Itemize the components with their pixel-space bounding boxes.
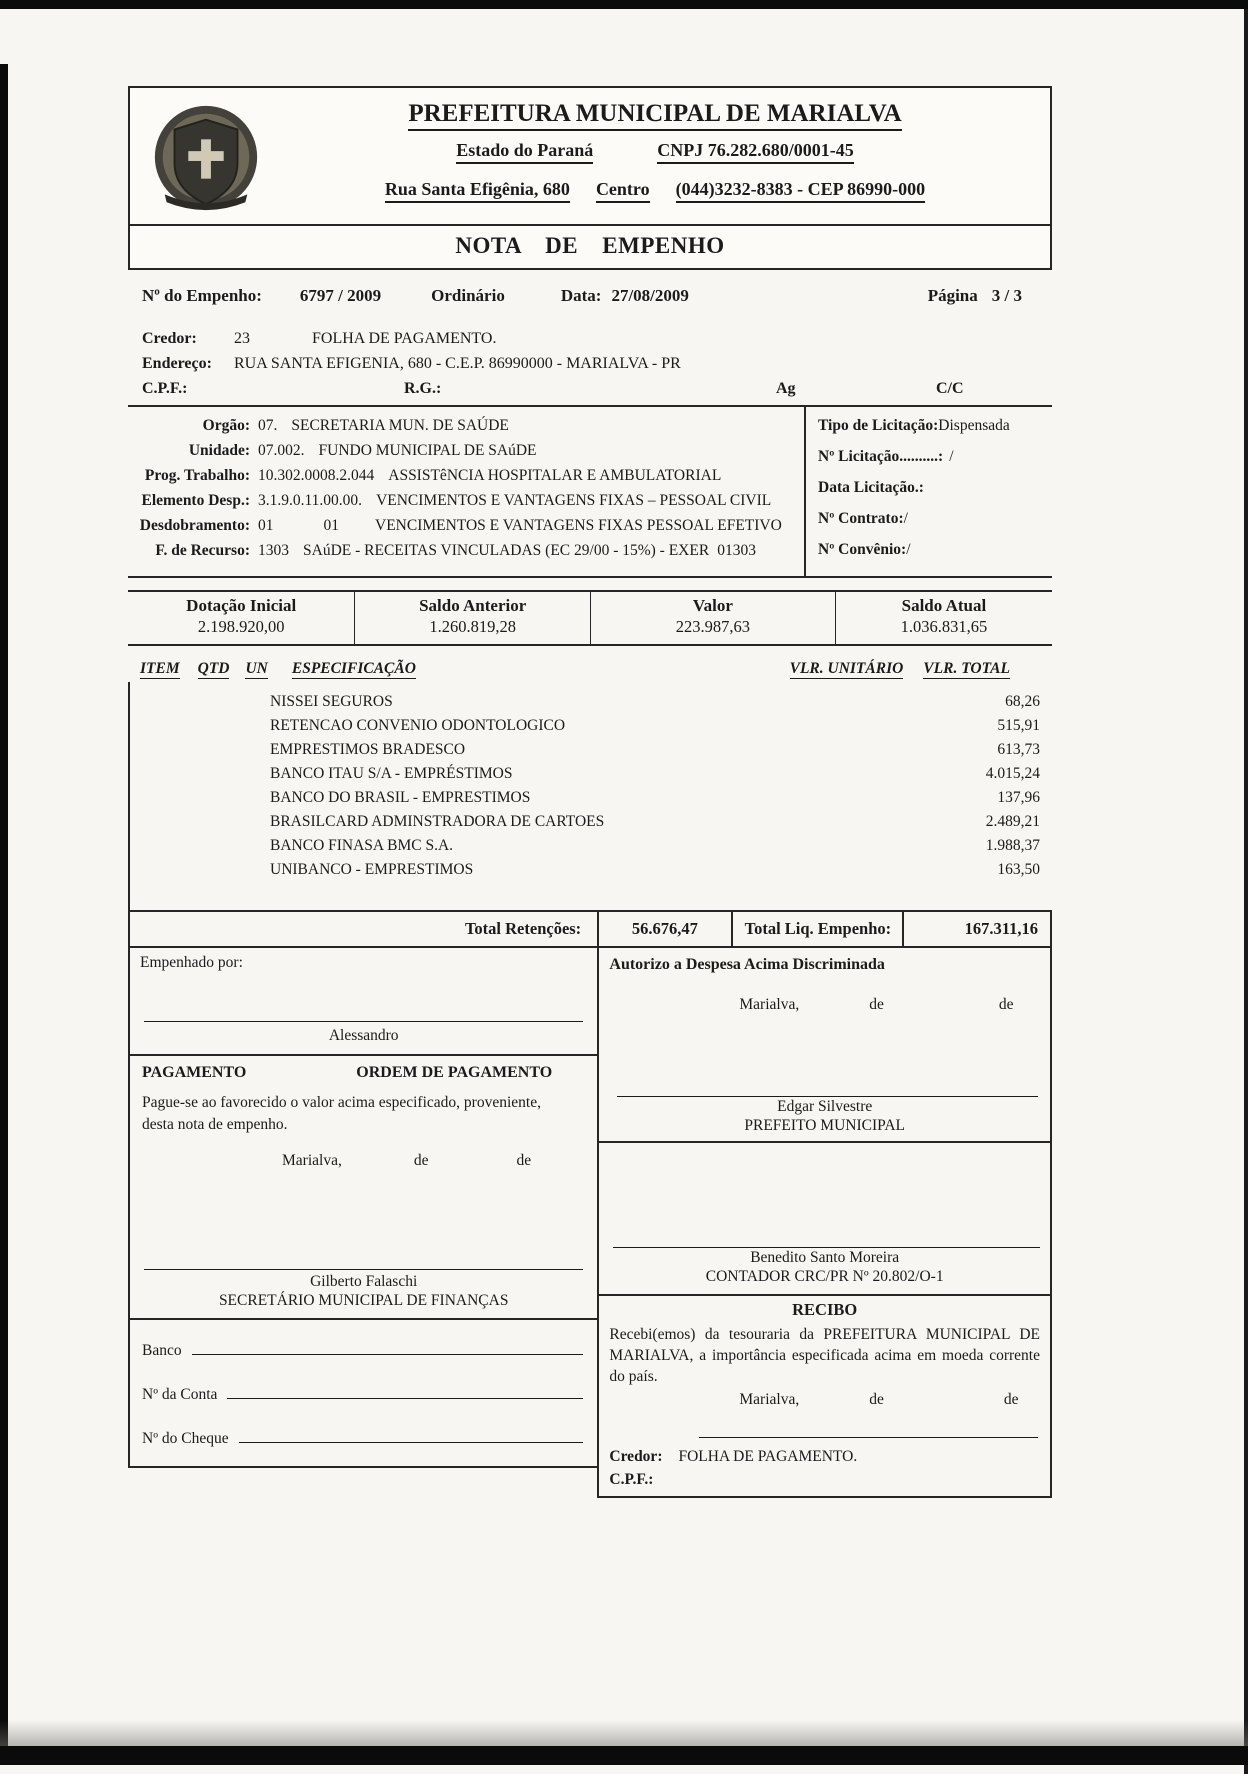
pagamento-city: Marialva,: [282, 1152, 342, 1169]
header-line-3: [274, 179, 1036, 203]
prefeito-signature-block: [599, 1097, 1050, 1135]
scan-edge-top: [0, 0, 1248, 9]
saldo-label: Dotação Inicial: [186, 596, 297, 615]
desdobramento-row: [128, 513, 804, 538]
empenhado-por-box: [130, 948, 597, 1056]
item-vlr-total: 163,50: [997, 861, 1040, 878]
item-especificacao: EMPRESTIMOS BRADESCO: [270, 741, 466, 758]
items-header-row: [128, 660, 1052, 679]
tipo-licitacao-row: [818, 417, 1052, 435]
recibo-box: [599, 1296, 1050, 1498]
org-title-row: [274, 100, 1036, 131]
endereco-label: Endereço:: [142, 355, 212, 372]
pagamento-header: [142, 1064, 585, 1082]
empenhado-por-label: Empenhado por:: [140, 954, 243, 971]
cheque-label: Nº do Cheque: [142, 1430, 229, 1447]
data-licitacao-label: Data Licitação.:: [818, 479, 924, 496]
fonte-recurso-row: [128, 538, 804, 563]
conta-fill-line: [227, 1384, 583, 1399]
scan-shadow-bottom: [0, 1720, 1248, 1746]
col-header-especificacao: ESPECIFICAÇÃO: [291, 660, 416, 677]
contador-signature-block: [599, 1248, 1050, 1286]
recibo-credor-label: Credor:: [609, 1448, 663, 1465]
empenho-info-row: [128, 286, 1052, 306]
banco-label: Banco: [142, 1342, 182, 1359]
empenho-date: 27/08/2009: [611, 286, 689, 305]
address-district: Centro: [596, 179, 650, 203]
item-especificacao: NISSEI SEGUROS: [270, 693, 393, 710]
saldo-value: 2.198.920,00: [197, 617, 285, 636]
classificacao-section: [128, 405, 1052, 578]
autorizo-title: Autorizo a Despesa Acima Discriminada: [609, 956, 885, 973]
numero-licitacao-label: Nº Licitação..........:: [818, 448, 944, 465]
prog-trabalho-row: [128, 463, 804, 488]
item-row: [130, 738, 1052, 762]
recibo-de-1: de: [869, 1391, 884, 1408]
header-top: [130, 88, 1050, 224]
unidade-row: [128, 438, 804, 463]
item-vlr-total: 68,26: [1005, 693, 1040, 710]
items-list: [128, 682, 1052, 910]
recibo-credor-name: FOLHA DE PAGAMENTO.: [678, 1448, 858, 1465]
fonte-recurso-code: 1303: [258, 542, 289, 559]
empenhado-signature-line: [144, 1021, 583, 1022]
numero-convenio-row: [818, 541, 1052, 559]
pague-se-text: Pague-se ao favorecido o valor acima especificado, proveniente, desta nota de empenho.: [142, 1094, 541, 1133]
signatures-area: [128, 948, 1052, 1498]
rg-label: R.G.:: [404, 380, 442, 397]
licitacao-column: [804, 407, 1052, 576]
recibo-signature-line: [699, 1437, 1038, 1438]
org-title: PREFEITURA MUNICIPAL DE MARIALVA: [408, 100, 901, 131]
scan-edge-left: [0, 64, 8, 1765]
item-row: [130, 858, 1052, 882]
numero-convenio-value: /: [906, 541, 911, 558]
credor-section: [128, 326, 1052, 401]
recibo-cpf-label: C.P.F.:: [609, 1471, 654, 1488]
orgao-desc: SECRETARIA MUN. DE SAÚDE: [291, 417, 509, 434]
saldo-cell: [590, 592, 835, 644]
desdobramento-desc: VENCIMENTOS E VANTAGENS FIXAS PESSOAL EFETIVO: [375, 517, 782, 534]
banco-row: [142, 1340, 583, 1360]
pagamento-de-2: de: [516, 1152, 532, 1169]
nota-de-empenho-document: [128, 86, 1052, 1498]
prefeito-cargo: PREFEITO MUNICIPAL: [744, 1117, 905, 1134]
fonte-recurso-label: F. de Recurso:: [155, 542, 250, 559]
orgao-code: 07.: [258, 417, 278, 434]
prefeito-name: Edgar Silvestre: [777, 1098, 873, 1115]
contador-cargo: CONTADOR CRC/PR Nº 20.802/O-1: [705, 1268, 944, 1285]
item-vlr-total: 4.015,24: [985, 765, 1040, 782]
coat-of-arms-icon: [147, 100, 265, 218]
cheque-row: [142, 1428, 583, 1448]
contador-box: [599, 1143, 1050, 1296]
recibo-text: Recebi(emos) da tesouraria da PREFEITURA MUNICIPAL DE MARIALVA, a importância especificada acima em moeda corrente do país.: [609, 1326, 1040, 1385]
item-row: [130, 714, 1052, 738]
item-especificacao: BANCO FINASA BMC S.A.: [270, 837, 454, 854]
secretario-name: Gilberto Falaschi: [310, 1273, 418, 1290]
secretario-signature-line: [144, 1269, 583, 1270]
endereco-row: [142, 351, 1052, 376]
item-especificacao: UNIBANCO - EMPRESTIMOS: [270, 861, 474, 878]
numero-contrato-row: [818, 510, 1052, 528]
credor-label: Credor:: [142, 330, 197, 347]
saldo-label: Saldo Atual: [901, 596, 987, 615]
item-vlr-total: 137,96: [997, 789, 1040, 806]
saldo-cell: [835, 592, 1052, 644]
numero-contrato-value: /: [903, 510, 908, 527]
totals-row: [128, 910, 1052, 948]
signatures-left-column: [128, 948, 597, 1468]
numero-contrato-label: Nº Contrato:: [818, 510, 904, 527]
autorizo-de-2: de: [998, 996, 1014, 1013]
elemento-desp-code: 3.1.9.0.11.00.00.: [258, 492, 363, 509]
saldo-cell: [354, 592, 590, 644]
recibo-date-row: [609, 1391, 1040, 1409]
item-vlr-total: 613,73: [997, 741, 1040, 758]
pagamento-title: PAGAMENTO: [142, 1064, 247, 1081]
empenho-number: 6797 / 2009: [299, 286, 382, 305]
secretario-signature-block: [130, 1272, 597, 1310]
cc-label: C/C: [936, 380, 964, 397]
col-header-vlr-unitario: VLR. UNITÁRIO: [789, 660, 904, 677]
total-retencoes-value: 56.676,47: [599, 912, 732, 946]
item-vlr-total: 1.988,37: [985, 837, 1040, 854]
page-label: Página: [927, 286, 978, 305]
page-number: 3 / 3: [991, 286, 1022, 305]
tipo-licitacao-label: Tipo de Licitação:: [818, 417, 939, 434]
empenho-type: Ordinário: [431, 286, 505, 305]
cheque-fill-line: [239, 1428, 584, 1443]
orgao-label: Orgão:: [202, 417, 250, 434]
item-especificacao: RETENCAO CONVENIO ODONTOLOGICO: [270, 717, 566, 734]
autorizo-date-row: [609, 996, 1040, 1014]
ordem-pagamento-box: [130, 1056, 597, 1320]
signatures-right-column: [597, 948, 1052, 1498]
item-row: [130, 810, 1052, 834]
conta-label: Nº da Conta: [142, 1386, 218, 1403]
pagamento-date-row: [142, 1152, 585, 1170]
scan-edge-right: [1244, 9, 1248, 1774]
saldo-value: 1.036.831,65: [900, 617, 988, 636]
desdobramento-label: Desdobramento:: [139, 517, 250, 534]
col-header-vlr-total: VLR. TOTAL: [923, 660, 1010, 677]
data-licitacao-row: [818, 479, 1052, 497]
tipo-licitacao-value: Dispensada: [938, 417, 1010, 434]
fonte-recurso-code-2: 01303: [717, 542, 756, 559]
item-row: [130, 762, 1052, 786]
cnpj-value: CNPJ 76.282.680/0001-45: [657, 140, 854, 164]
recibo-credor-row: [609, 1448, 857, 1466]
elemento-desp-desc: VENCIMENTOS E VANTAGENS FIXAS – PESSOAL CIVIL: [376, 492, 772, 509]
ordem-pagamento-title: ORDEM DE PAGAMENTO: [356, 1064, 553, 1081]
item-row: [130, 690, 1052, 714]
banco-fill-line: [192, 1340, 584, 1355]
recibo-title: RECIBO: [792, 1300, 858, 1319]
autorizo-de-1: de: [869, 996, 884, 1013]
fonte-recurso-desc: SAúDE - RECEITAS VINCULADAS (EC 29/00 - 15%) - EXER: [303, 542, 710, 559]
saldo-label: Valor: [692, 596, 733, 615]
address-phone-cep: (044)3232-8383 - CEP 86990-000: [676, 179, 925, 203]
address-street: Rua Santa Efigênia, 680: [385, 179, 570, 203]
numero-licitacao-row: [818, 448, 1052, 466]
scan-edge-bottom: [0, 1746, 1248, 1765]
credor-name: FOLHA DE PAGAMENTO.: [312, 330, 497, 347]
empenhado-signature-name: Alessandro: [328, 1027, 399, 1044]
autorizo-city: Marialva,: [739, 996, 800, 1013]
item-row: [130, 786, 1052, 810]
endereco-value: RUA SANTA EFIGENIA, 680 - C.E.P. 86990000 - MARIALVA - PR: [234, 355, 681, 372]
elemento-desp-row: [128, 488, 804, 513]
recibo-city: Marialva,: [739, 1391, 800, 1408]
saldo-label: Saldo Anterior: [419, 596, 527, 615]
prog-trabalho-label: Prog. Trabalho:: [144, 467, 250, 484]
item-row: [130, 834, 1052, 858]
col-header-qtd: QTD: [197, 660, 230, 677]
secretario-cargo: SECRETÁRIO MUNICIPAL DE FINANÇAS: [218, 1292, 509, 1309]
credor-code: 23: [234, 330, 250, 347]
item-especificacao: BANCO DO BRASIL - EMPRESTIMOS: [270, 789, 531, 806]
unidade-code: 07.002.: [258, 442, 305, 459]
header-titles: [274, 96, 1036, 218]
recibo-de-2: de: [1003, 1391, 1019, 1408]
saldos-table: [128, 590, 1052, 646]
item-vlr-total: 2.489,21: [985, 813, 1040, 830]
saldo-value: 223.987,63: [675, 617, 751, 636]
item-especificacao: BRASILCARD ADMINSTRADORA DE CARTOES: [270, 813, 605, 830]
col-header-un: UN: [245, 660, 268, 677]
total-liq-empenho-value: 167.311,16: [964, 919, 1038, 938]
conta-row: [142, 1384, 583, 1404]
empenho-number-label: Nº do Empenho:: [142, 286, 262, 305]
numero-convenio-label: Nº Convênio:: [818, 541, 907, 558]
header-line-2: [274, 140, 1036, 164]
document-header: [128, 86, 1052, 270]
classificacao-left: [128, 407, 804, 576]
date-label: Data:: [560, 286, 602, 305]
prog-trabalho-desc: ASSISTêNCIA HOSPITALAR E AMBULATORIAL: [388, 467, 722, 484]
desdobramento-code-1: 01: [258, 517, 274, 534]
saldo-value: 1.260.819,28: [429, 617, 516, 636]
orgao-row: [128, 413, 804, 438]
item-vlr-total: 515,91: [997, 717, 1040, 734]
document-title: NOTA DE EMPENHO: [130, 224, 1050, 268]
col-header-item: ITEM: [140, 660, 180, 677]
total-liq-empenho-label: Total Liq. Empenho:: [733, 912, 904, 946]
pagamento-de-1: de: [413, 1152, 429, 1169]
banco-box: [130, 1320, 597, 1468]
saldo-cell: [128, 592, 354, 644]
unidade-label: Unidade:: [188, 442, 250, 459]
item-especificacao: BANCO ITAU S/A - EMPRÉSTIMOS: [270, 765, 513, 782]
elemento-desp-label: Elemento Desp.:: [141, 492, 250, 509]
total-retencoes-label: Total Retenções:: [130, 912, 599, 946]
credor-row: [142, 326, 1052, 351]
desdobramento-code-2: 01: [323, 517, 339, 534]
state-label: Estado do Paraná: [456, 140, 593, 164]
ag-label: Ag: [776, 380, 796, 397]
autorizo-box: [599, 948, 1050, 1143]
contador-name: Benedito Santo Moreira: [750, 1249, 900, 1266]
cpf-label: C.P.F.:: [142, 380, 188, 397]
prog-trabalho-code: 10.302.0008.2.044: [258, 467, 375, 484]
cpf-rg-row: [142, 376, 1052, 401]
unidade-desc: FUNDO MUNICIPAL DE SAúDE: [318, 442, 537, 459]
numero-licitacao-value: /: [949, 448, 954, 465]
municipal-coat-of-arms-logo: [138, 96, 274, 218]
